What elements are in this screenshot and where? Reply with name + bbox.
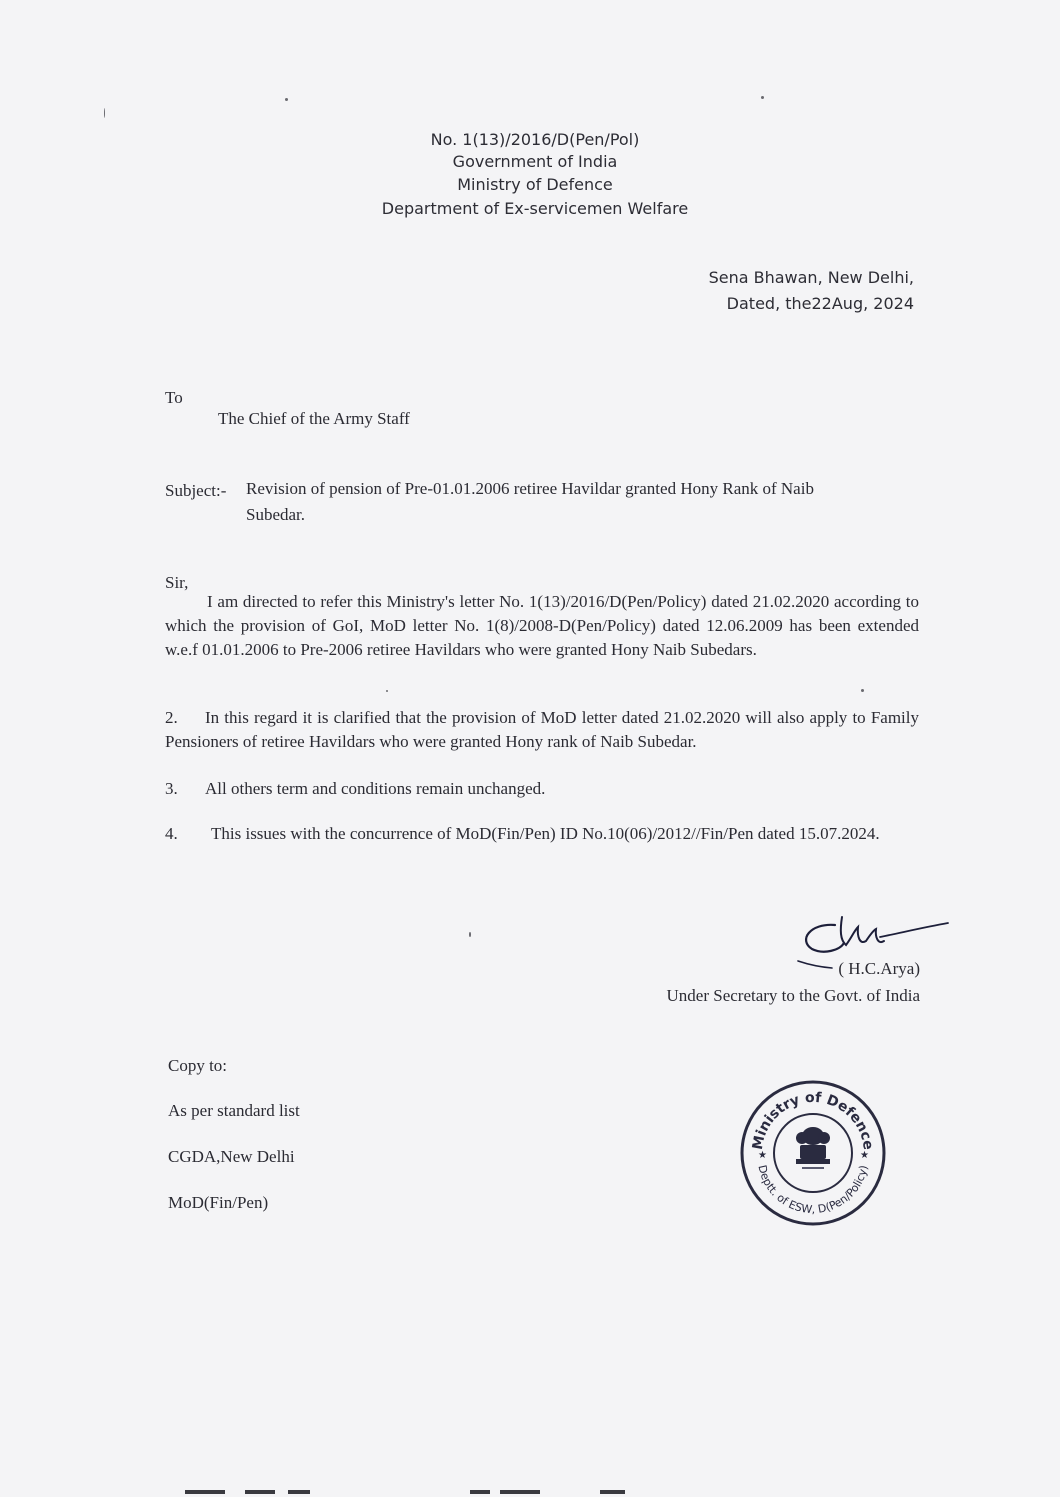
paragraph-3	[165, 777, 919, 801]
subject-line-1: Revision of pension of Pre-01.01.2006 retiree Havildar granted Hony Rank of Naib	[246, 479, 814, 498]
subject-line-2: Subedar.	[246, 505, 306, 524]
scan-edge-mark	[600, 1490, 625, 1494]
scan-speck	[469, 932, 471, 937]
star-icon: ★	[758, 1150, 767, 1161]
paragraph-2	[165, 706, 919, 754]
scan-speck	[285, 98, 288, 101]
ministry-name: Ministry of Defence	[457, 175, 613, 194]
reference-number: No. 1(13)/2016/D(Pen/Pol)	[430, 130, 640, 149]
paragraph-2-text: In this regard it is clarified that the provision of MoD letter dated 21.02.2020 will also apply to Family Pensioners of retiree Havildars who were granted Hony rank of Naib Subedar.	[165, 708, 919, 751]
letter-date: Dated, the22Aug, 2024	[726, 294, 914, 313]
emblem-icon	[796, 1127, 830, 1169]
scan-edge-mark	[185, 1490, 225, 1494]
paragraph-2-number: 2.	[165, 708, 178, 727]
department-name: Department of Ex-servicemen Welfare	[381, 199, 689, 218]
scan-speck	[386, 690, 388, 692]
addressee-name: The Chief of the Army Staff	[218, 409, 410, 428]
place-date-block	[709, 265, 914, 317]
stamp-top-text: Ministry of Defence	[749, 1089, 877, 1151]
scan-speck	[761, 96, 764, 99]
official-stamp	[738, 1078, 888, 1228]
scan-edge-mark	[500, 1490, 540, 1494]
paragraph-4-number: 4.	[165, 824, 178, 843]
to-label: To	[165, 388, 183, 407]
place-location: Sena Bhawan, New Delhi,	[708, 268, 914, 287]
paragraph-3-number: 3.	[165, 779, 178, 798]
subject-label: Subject:-	[165, 481, 227, 500]
scan-edge-mark	[288, 1490, 310, 1494]
copy-to-item: CGDA,New Delhi	[168, 1147, 295, 1166]
copy-to-item: As per standard list	[168, 1101, 300, 1120]
signature-block	[667, 955, 921, 1009]
scan-speck	[861, 689, 864, 692]
government-name: Government of India	[452, 152, 618, 171]
subject-text	[246, 476, 918, 528]
stamp-bottom-text: Deptt. of ESW, D(Pen/Policy)	[755, 1163, 871, 1217]
scan-edge-mark	[470, 1490, 490, 1494]
star-icon: ★	[860, 1150, 869, 1161]
scan-speck	[104, 108, 105, 118]
signatory-name: ( H.C.Arya)	[838, 959, 920, 978]
paragraph-3-text: All others term and conditions remain unchanged.	[205, 779, 546, 798]
paragraph-1: I am directed to refer this Ministry's letter No. 1(13)/2016/D(Pen/Policy) dated 21.02.2020 according to which the provision of GoI, MoD letter No. 1(8)/2008-D(Pen/Policy) dated 12.06.2009 has been extended w.e.f 01.01.2006 to Pre-2006 retiree Havildars who were granted Hony Naib Subedars.	[165, 592, 919, 659]
paragraph-4-text: This issues with the concurrence of MoD(Fin/Pen) ID No.10(06)/2012//Fin/Pen dated 15.07.2024.	[211, 824, 880, 843]
paragraph-4	[165, 822, 919, 846]
signatory-designation: Under Secretary to the Govt. of India	[666, 986, 920, 1005]
copy-to-label: Copy to:	[168, 1056, 228, 1075]
copy-to-item: MoD(Fin/Pen)	[168, 1193, 269, 1212]
salutation: Sir,	[165, 573, 189, 592]
scan-edge-mark	[245, 1490, 275, 1494]
